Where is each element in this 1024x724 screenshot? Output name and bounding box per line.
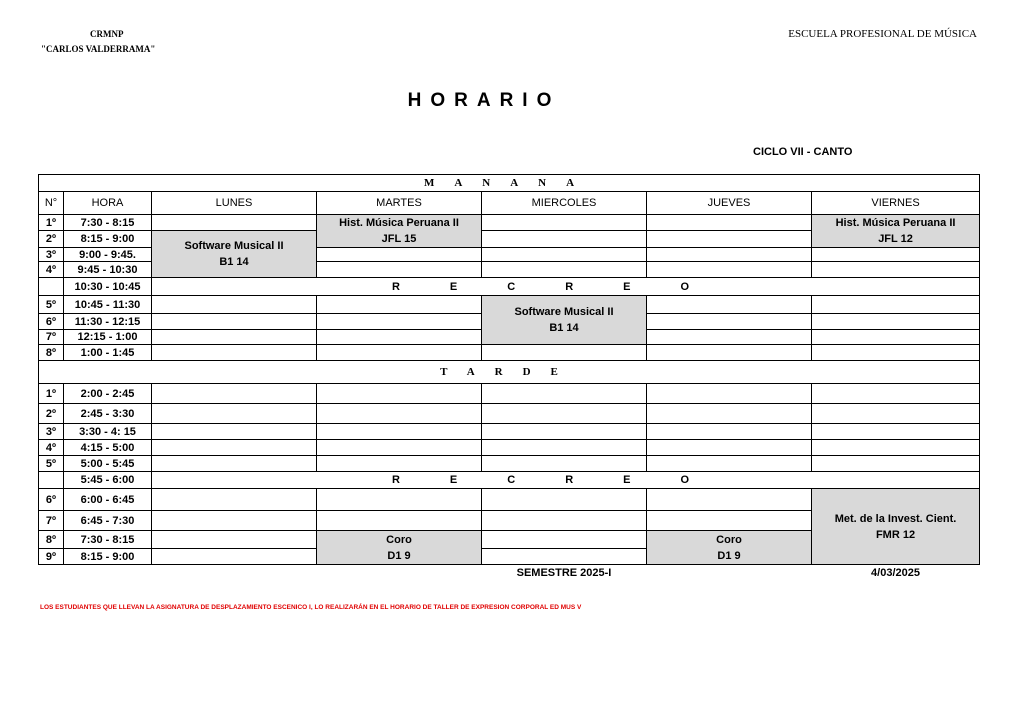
empty-cell <box>647 384 812 404</box>
empty-cell <box>482 456 647 472</box>
period-number: 1º <box>39 215 64 231</box>
date-label: 4/03/2025 <box>871 566 920 579</box>
empty-cell <box>152 330 317 345</box>
period-number: 4º <box>39 262 64 278</box>
period-time: 5:45 - 6:00 <box>64 472 152 489</box>
period-number: 3º <box>39 248 64 262</box>
course-detail: D1 9 <box>717 549 741 562</box>
course-detail: B1 14 <box>549 322 579 334</box>
empty-cell <box>482 404 647 424</box>
course-name: Software Musical II <box>184 240 284 252</box>
table-row <box>39 440 980 456</box>
empty-cell <box>482 262 647 278</box>
table-row <box>39 404 980 424</box>
course-detail: D1 9 <box>387 549 411 562</box>
empty-cell <box>812 456 980 472</box>
schedule-table <box>38 174 980 581</box>
period-time: 4:15 - 5:00 <box>64 440 152 456</box>
break-row <box>39 278 980 296</box>
col-header-jueves: JUEVES <box>647 192 812 215</box>
empty-cell <box>152 489 317 511</box>
empty-cell <box>647 330 812 345</box>
empty-cell <box>152 511 317 531</box>
course-name: Met. de la Invest. Cient. <box>834 512 957 525</box>
col-header-num: N° <box>39 192 64 215</box>
period-time: 8:15 - 9:00 <box>64 231 152 248</box>
empty-cell <box>152 440 317 456</box>
empty-cell <box>482 384 647 404</box>
institution-name: "CARLOS VALDERRAMA" <box>41 44 156 54</box>
empty-cell <box>647 511 812 531</box>
column-header-row <box>39 192 980 215</box>
empty-cell <box>317 404 482 424</box>
course-cell <box>317 215 482 248</box>
empty-cell <box>317 440 482 456</box>
period-time: 1:00 - 1:45 <box>64 345 152 361</box>
period-number: 8º <box>39 531 64 549</box>
morning-section-title: MANANA <box>39 175 980 192</box>
col-header-hora: HORA <box>64 192 152 215</box>
empty-cell <box>152 215 317 231</box>
empty-cell <box>482 424 647 440</box>
empty-cell <box>152 384 317 404</box>
empty-cell <box>482 531 647 549</box>
course-cell <box>152 231 317 278</box>
empty-cell <box>317 511 482 531</box>
period-number: 4º <box>39 440 64 456</box>
table-row <box>39 489 980 511</box>
break-label: RECREO <box>152 472 980 489</box>
empty-cell <box>647 296 812 314</box>
period-number: 9º <box>39 549 64 565</box>
period-number: 7º <box>39 330 64 345</box>
empty-cell <box>647 248 812 262</box>
period-time: 6:45 - 7:30 <box>64 511 152 531</box>
col-header-lunes: LUNES <box>152 192 317 215</box>
institution-code: CRMNP <box>90 29 124 39</box>
empty-cell <box>317 489 482 511</box>
break-label: RECREO <box>152 278 980 296</box>
period-number: 7º <box>39 511 64 531</box>
period-time: 10:30 - 10:45 <box>64 278 152 296</box>
col-header-martes: MARTES <box>317 192 482 215</box>
period-time: 7:30 - 8:15 <box>64 531 152 549</box>
empty-cell <box>317 314 482 330</box>
empty-cell <box>152 404 317 424</box>
col-header-miercoles: MIERCOLES <box>482 192 647 215</box>
empty-cell <box>317 262 482 278</box>
empty-cell <box>812 296 980 314</box>
break-row <box>39 472 980 489</box>
empty-cell <box>812 248 980 262</box>
page-title: HORARIO <box>407 90 561 111</box>
afternoon-section-title: TARDE <box>39 361 980 384</box>
table-row <box>39 215 980 231</box>
empty-cell <box>812 314 980 330</box>
table-row <box>39 296 980 314</box>
empty-cell <box>152 296 317 314</box>
empty-cell <box>317 456 482 472</box>
empty-cell <box>812 440 980 456</box>
footnote: LOS ESTUDIANTES QUE LLEVAN LA ASIGNATURA DE DESPLAZAMIENTO ESCENICO I, LO REALIZARÁN EN EL HORARIO DE TALLER DE EXPRESION CORPORAL ED MUS V <box>40 604 582 611</box>
course-detail: JFL 12 <box>878 233 913 245</box>
period-number: 8º <box>39 345 64 361</box>
empty-cell <box>317 424 482 440</box>
empty-cell <box>482 440 647 456</box>
empty-cell <box>317 330 482 345</box>
empty-cell <box>482 549 647 565</box>
period-time: 8:15 - 9:00 <box>64 549 152 565</box>
empty-cell <box>317 384 482 404</box>
course-detail: JFL 15 <box>381 233 417 245</box>
empty-cell <box>317 248 482 262</box>
period-number: 6º <box>39 314 64 330</box>
period-number <box>39 472 64 489</box>
table-row <box>39 384 980 404</box>
course-name: Coro <box>716 533 742 546</box>
empty-cell <box>152 531 317 549</box>
table-row <box>39 424 980 440</box>
empty-cell <box>647 404 812 424</box>
empty-cell <box>812 330 980 345</box>
course-cell <box>317 531 482 565</box>
empty-cell <box>647 489 812 511</box>
period-time: 2:45 - 3:30 <box>64 404 152 424</box>
ciclo-label: CICLO VII - CANTO <box>753 146 853 158</box>
course-cell <box>812 215 980 248</box>
period-time: 11:30 - 12:15 <box>64 314 152 330</box>
empty-cell <box>647 262 812 278</box>
empty-cell <box>812 384 980 404</box>
empty-cell <box>152 314 317 330</box>
period-number: 2º <box>39 231 64 248</box>
course-detail: B1 14 <box>219 256 249 268</box>
period-number: 6º <box>39 489 64 511</box>
period-number: 3º <box>39 424 64 440</box>
empty-cell <box>482 511 647 531</box>
period-time: 6:00 - 6:45 <box>64 489 152 511</box>
period-number: 1º <box>39 384 64 404</box>
period-time: 9:00 - 9:45. <box>64 248 152 262</box>
course-name: Software Musical II <box>514 306 614 318</box>
course-cell <box>647 531 812 565</box>
empty-cell <box>152 456 317 472</box>
empty-cell <box>647 456 812 472</box>
course-detail: FMR 12 <box>875 528 916 541</box>
period-time: 2:00 - 2:45 <box>64 384 152 404</box>
empty-cell <box>482 345 647 361</box>
empty-cell <box>647 440 812 456</box>
empty-cell <box>152 424 317 440</box>
period-number <box>39 278 64 296</box>
course-cell <box>812 489 980 565</box>
period-time: 10:45 - 11:30 <box>64 296 152 314</box>
empty-cell <box>152 549 317 565</box>
semester-label: SEMESTRE 2025-I <box>516 566 612 579</box>
empty-cell <box>647 424 812 440</box>
period-time: 5:00 - 5:45 <box>64 456 152 472</box>
period-time: 9:45 - 10:30 <box>64 262 152 278</box>
table-row <box>39 345 980 361</box>
course-name: Coro <box>386 533 412 546</box>
empty-cell <box>647 314 812 330</box>
course-name: Hist. Música Peruana II <box>835 217 956 229</box>
col-header-viernes: VIERNES <box>812 192 980 215</box>
empty-cell <box>152 345 317 361</box>
empty-cell <box>812 424 980 440</box>
empty-cell <box>317 296 482 314</box>
empty-cell <box>647 231 812 248</box>
empty-cell <box>812 262 980 278</box>
period-time: 12:15 - 1:00 <box>64 330 152 345</box>
school-name: ESCUELA PROFESIONAL DE MÚSICA <box>788 28 977 40</box>
period-number: 5º <box>39 296 64 314</box>
course-name: Hist. Música Peruana II <box>339 217 459 229</box>
empty-cell <box>317 345 482 361</box>
empty-cell <box>812 404 980 424</box>
empty-cell <box>647 345 812 361</box>
period-time: 3:30 - 4: 15 <box>64 424 152 440</box>
period-number: 2º <box>39 404 64 424</box>
empty-cell <box>482 215 647 231</box>
period-number: 5º <box>39 456 64 472</box>
empty-cell <box>647 215 812 231</box>
period-time: 7:30 - 8:15 <box>64 215 152 231</box>
empty-cell <box>482 489 647 511</box>
course-cell <box>482 296 647 345</box>
empty-cell <box>482 231 647 248</box>
table-row <box>39 456 980 472</box>
empty-cell <box>482 248 647 262</box>
empty-cell <box>812 345 980 361</box>
